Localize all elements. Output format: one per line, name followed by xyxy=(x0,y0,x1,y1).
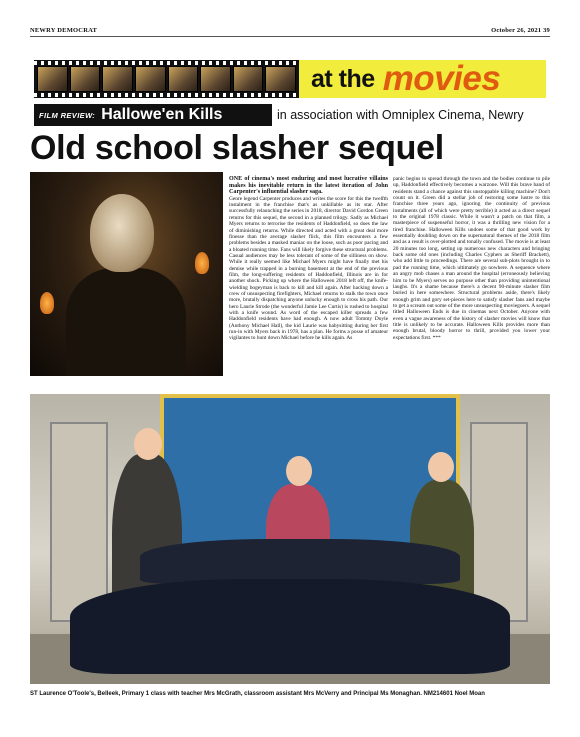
film-strip-image xyxy=(34,60,299,98)
film-review-label: FILM REVIEW: xyxy=(39,110,96,120)
date-page: October 26, 2021 39 xyxy=(491,27,550,34)
banner-at-the: at the xyxy=(311,64,375,93)
banner-movies: movies xyxy=(382,60,501,98)
class-photo xyxy=(30,394,550,684)
article-text-1: Genre legend Carpenter produces and writes the score for this the twelfth instalment in the franchise that's as unkillable as its star. After successfully relaunching the series in 2018, director David Gordon Green returns for this sequel, the second in a planned trilogy. Sadly as Michael Myers returns to terrorise the residents of Haddonfield, so does the law of diminishing returns. While directed and acted with a great deal more finesse than the average slasher flick, this film encounters a few problems besides a masked maniac on the loose, such as poor pacing and a bloated running time. Fans will likely forgive these structural problems. Casual audiences may be less tolerant of some of the silliness on show. While it really seemed like Michael Myers might have finally met his demise while trapped in a burning basement at the end of the previous film, the long-suffering residents of Haddonfield, Illinois are in for another shock. Picking up where the Halloween 2018 left off, the knife-wielding bogeyman is back to kill and kill again. After hacking down a crew of unsuspecting firefighters, Michael returns to stalk the town once more, brutally dispatching anyone unlucky enough to cross his path. Our hero Laurie Strode (the wonderful Jamie Lee Curtis) is rushed to hospital with a knife wound. As word of the escaped killer spreads a few Haddonfield residents have had enough. A now adult Tommy Doyle (Anthony Michael Hall), the kid Laurie was babysitting during her first run-in with Myers back in 1978, has a plan. He forms a posse of amateur vigilantes to hunt down Michael before he kills again. As xyxy=(229,195,388,342)
photo-caption: ST Laurence O'Toole's, Belleek, Primary 1 class with teacher Mrs McGrath, classroom assistant Mrs McVerry and Principal Ms Monaghan. NM214601 Noel Moan xyxy=(30,691,485,697)
article-column-1 xyxy=(229,176,388,342)
headline: Old school slasher sequel xyxy=(30,129,444,167)
review-bar xyxy=(34,104,546,126)
running-header xyxy=(30,27,550,37)
article-text-2: panic begins to spread through the town and the bodies continue to pile up, Haddonfield effectively becomes a warzone. Will this brave band of residents stand a chance against this unstoppable killing machine? Don't count on it. Green did a stellar job of restoring some lustre to this franchise three years ago, ignoring the continuity of previous instalments (all of which were pretty terrible) it acted as a direct sequel to the original 1978 classic. While it wasn't a patch on that film, a masterpiece of suspenseful horror, it was a thrilling new vision for a tired franchise. Halloween Kills undoes some of that good work by essentially doubling down on the supernatural themes of the 2018 film and as a result is over-plotted and tonally confused. The movie is at least 20 minutes too long, setting up numerous new characters and bringing back some old ones (including Charles Cyphers as Sheriff Brackett), who add little to proceedings. There are several sub-plots brought in to pad the running time, which ultimately go nowhere. A sequence where an angry mob chases a man around the hospital (erroneously believing him to be Myers) serves no purpose other than providing unintentional laughs. It's a shame because there's a decent 90-minute slasher film buried in here somewhere. Structural problems aside, there's likely enough grim and gory set-pieces here to satisfy slasher fans and maybe to get a scream out some of the more unsuspecting moviegoers. A sequel titled Halloween Ends is due in cinemas next October. Anyone with even a vague awareness of the history of slasher movies will know that title is unlikely to be accurate. Halloween Kills provides more than enough brutal, bloody horror to thrill, provided you lower your expectations first. *** xyxy=(393,176,550,341)
article-column-2 xyxy=(393,176,550,341)
banner-logo xyxy=(299,60,546,98)
association-line: in association with Omniplex Cinema, Newry xyxy=(272,104,546,126)
film-title: Hallowe'en Kills xyxy=(101,106,223,123)
article-lead: ONE of cinema's most enduring and most lucrative villains makes his inevitable return in the latest iteration of John Carpenter's influential slasher saga. xyxy=(229,176,388,196)
film-still-image xyxy=(30,172,223,376)
mask-shape xyxy=(90,194,154,272)
paper-name: NEWRY DEMOCRAT xyxy=(30,27,98,34)
movies-banner xyxy=(34,60,546,98)
